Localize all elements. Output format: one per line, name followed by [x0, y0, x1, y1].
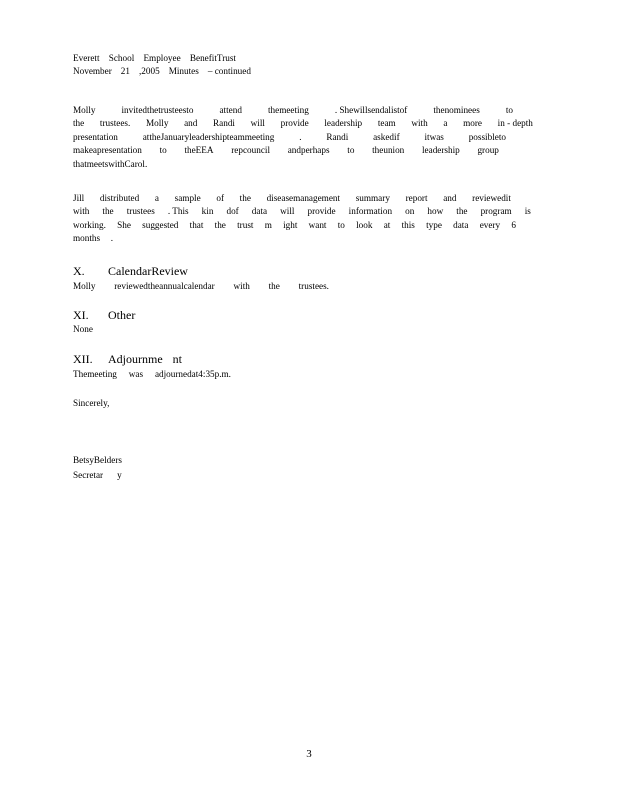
- word: on: [405, 206, 415, 217]
- word: Molly: [73, 105, 96, 115]
- word: and: [184, 118, 198, 129]
- word: .: [110, 233, 113, 244]
- section-number: X.: [73, 264, 85, 278]
- word: the: [214, 219, 226, 230]
- word: to: [347, 145, 355, 156]
- word: how: [427, 206, 444, 217]
- section-heading-other: [73, 308, 135, 322]
- word: working.: [73, 219, 106, 230]
- section-title: Other: [108, 308, 136, 322]
- word: in - depth: [497, 118, 533, 129]
- header-word: Everett: [73, 53, 100, 63]
- paragraph-line: [73, 192, 511, 205]
- word: attend: [219, 105, 242, 115]
- section-title-part: nt: [172, 352, 182, 366]
- header-word: 21: [120, 66, 130, 77]
- word: trustees.: [298, 281, 329, 291]
- word: reviewedit: [472, 193, 511, 203]
- paragraph-line: [73, 144, 499, 157]
- paragraph-line: [73, 117, 533, 130]
- signature-title-part: y: [117, 470, 122, 480]
- word: theunion: [372, 145, 405, 156]
- word: is: [524, 206, 531, 217]
- word: leadership: [324, 118, 363, 129]
- header-word: Minutes: [168, 66, 199, 77]
- header-word: November: [73, 66, 112, 77]
- paragraph-line: [73, 131, 506, 144]
- document-header: [73, 52, 253, 79]
- word: askedif: [373, 131, 400, 142]
- header-line-1: [73, 52, 236, 65]
- word: sample: [174, 193, 201, 203]
- word: repcouncil: [231, 145, 271, 156]
- word: possibleto: [468, 131, 506, 142]
- word: thatmeetswithCarol.: [73, 158, 148, 169]
- word: . This: [167, 206, 189, 217]
- paragraph-line: [73, 232, 113, 245]
- word: dof: [226, 206, 239, 217]
- word: summary: [355, 193, 390, 203]
- header-word: BenefitTrust: [189, 53, 236, 63]
- word: m: [264, 219, 272, 230]
- word: trustees.: [99, 118, 131, 129]
- word: to: [505, 105, 513, 115]
- section-title-part: Adjournme: [108, 352, 163, 366]
- word: trust: [237, 219, 254, 230]
- header-word: ,2005: [139, 66, 160, 77]
- word: a: [154, 193, 159, 203]
- word: She: [117, 219, 131, 230]
- header-word: School: [108, 53, 135, 63]
- header-line-2: [73, 65, 251, 78]
- word: want: [308, 219, 327, 230]
- section-heading-calendar-review: [73, 264, 188, 278]
- section-heading-adjournment: [73, 352, 182, 366]
- word: the: [456, 206, 468, 217]
- word: Randi: [213, 118, 235, 129]
- word: look: [356, 219, 373, 230]
- word: group: [477, 145, 499, 156]
- word: 6: [511, 219, 516, 230]
- paragraph-line: [73, 280, 329, 293]
- section-title: CalendarReview: [108, 264, 188, 278]
- paragraph-line: [73, 205, 531, 218]
- header-word: – continued: [207, 66, 251, 77]
- word: to: [159, 145, 167, 156]
- word: andperhaps: [287, 145, 330, 156]
- word: .: [299, 131, 302, 142]
- closing-salutation: Sincerely,: [73, 398, 110, 408]
- word: trustees: [126, 206, 155, 217]
- word: . Shewillsendalistof: [334, 105, 408, 115]
- word: ight: [283, 219, 298, 230]
- word: program: [480, 206, 512, 217]
- header-word: Employee: [143, 53, 181, 63]
- paragraph-disease-management: [73, 192, 533, 246]
- section-body-adjournment: [73, 368, 231, 381]
- word: invitedthetrusteesto: [121, 105, 194, 115]
- word: kin: [201, 206, 214, 217]
- word: this: [401, 219, 415, 230]
- word: with: [233, 281, 250, 291]
- word: provide: [280, 118, 309, 129]
- word: itwas: [424, 131, 444, 142]
- signature-name: BetsyBelders: [73, 455, 122, 465]
- word: makeapresentation: [73, 145, 142, 156]
- word: and: [443, 193, 457, 203]
- word: distributed: [99, 193, 140, 203]
- word: team: [377, 118, 396, 129]
- paragraph-line: [73, 368, 231, 381]
- section-number: XII.: [73, 352, 93, 366]
- word: Randi: [326, 131, 349, 142]
- word: data: [453, 219, 469, 230]
- word: provide: [307, 206, 336, 217]
- word: diseasemanagement: [266, 193, 341, 203]
- word: suggested: [142, 219, 179, 230]
- word: with: [73, 206, 90, 217]
- section-number: XI.: [73, 308, 89, 322]
- paragraph-line: [73, 219, 516, 232]
- page-number: 3: [306, 748, 312, 760]
- word: the: [268, 281, 280, 291]
- word: data: [251, 206, 268, 217]
- word: thenominees: [433, 105, 480, 115]
- word: type: [426, 219, 442, 230]
- word: Jill: [73, 193, 85, 203]
- word: will: [250, 118, 265, 129]
- word: the: [102, 206, 114, 217]
- paragraph-invitation: [73, 104, 533, 171]
- word: every: [479, 219, 501, 230]
- paragraph-line: [73, 158, 533, 171]
- word: themeeting: [267, 105, 309, 115]
- word: attheJanuaryleadershipteammeeting: [142, 131, 275, 142]
- paragraph-line: [73, 104, 513, 117]
- word: will: [280, 206, 295, 217]
- word: adjournedat4:35p.m.: [154, 369, 231, 379]
- word: a: [443, 118, 448, 129]
- word: reviewedtheannualcalendar: [114, 281, 215, 291]
- word: at: [383, 219, 391, 230]
- word: report: [405, 193, 428, 203]
- word: was: [128, 369, 144, 379]
- section-body-other: None: [73, 324, 93, 334]
- word: leadership: [421, 145, 460, 156]
- word: to: [337, 219, 345, 230]
- word: with: [411, 118, 428, 129]
- word: months: [73, 233, 101, 244]
- word: presentation: [73, 131, 118, 142]
- signature-title-part: Secretar: [73, 470, 104, 480]
- word: information: [348, 206, 393, 217]
- word: Molly: [145, 118, 169, 129]
- word: the: [73, 118, 85, 129]
- word: the: [239, 193, 251, 203]
- word: Themeeting: [73, 369, 117, 379]
- signature-title: [73, 469, 122, 482]
- word: Molly: [73, 281, 96, 291]
- word: more: [463, 118, 482, 129]
- word: that: [189, 219, 204, 230]
- section-body-calendar-review: [73, 280, 329, 293]
- word: theEEA: [184, 145, 214, 156]
- word: of: [216, 193, 224, 203]
